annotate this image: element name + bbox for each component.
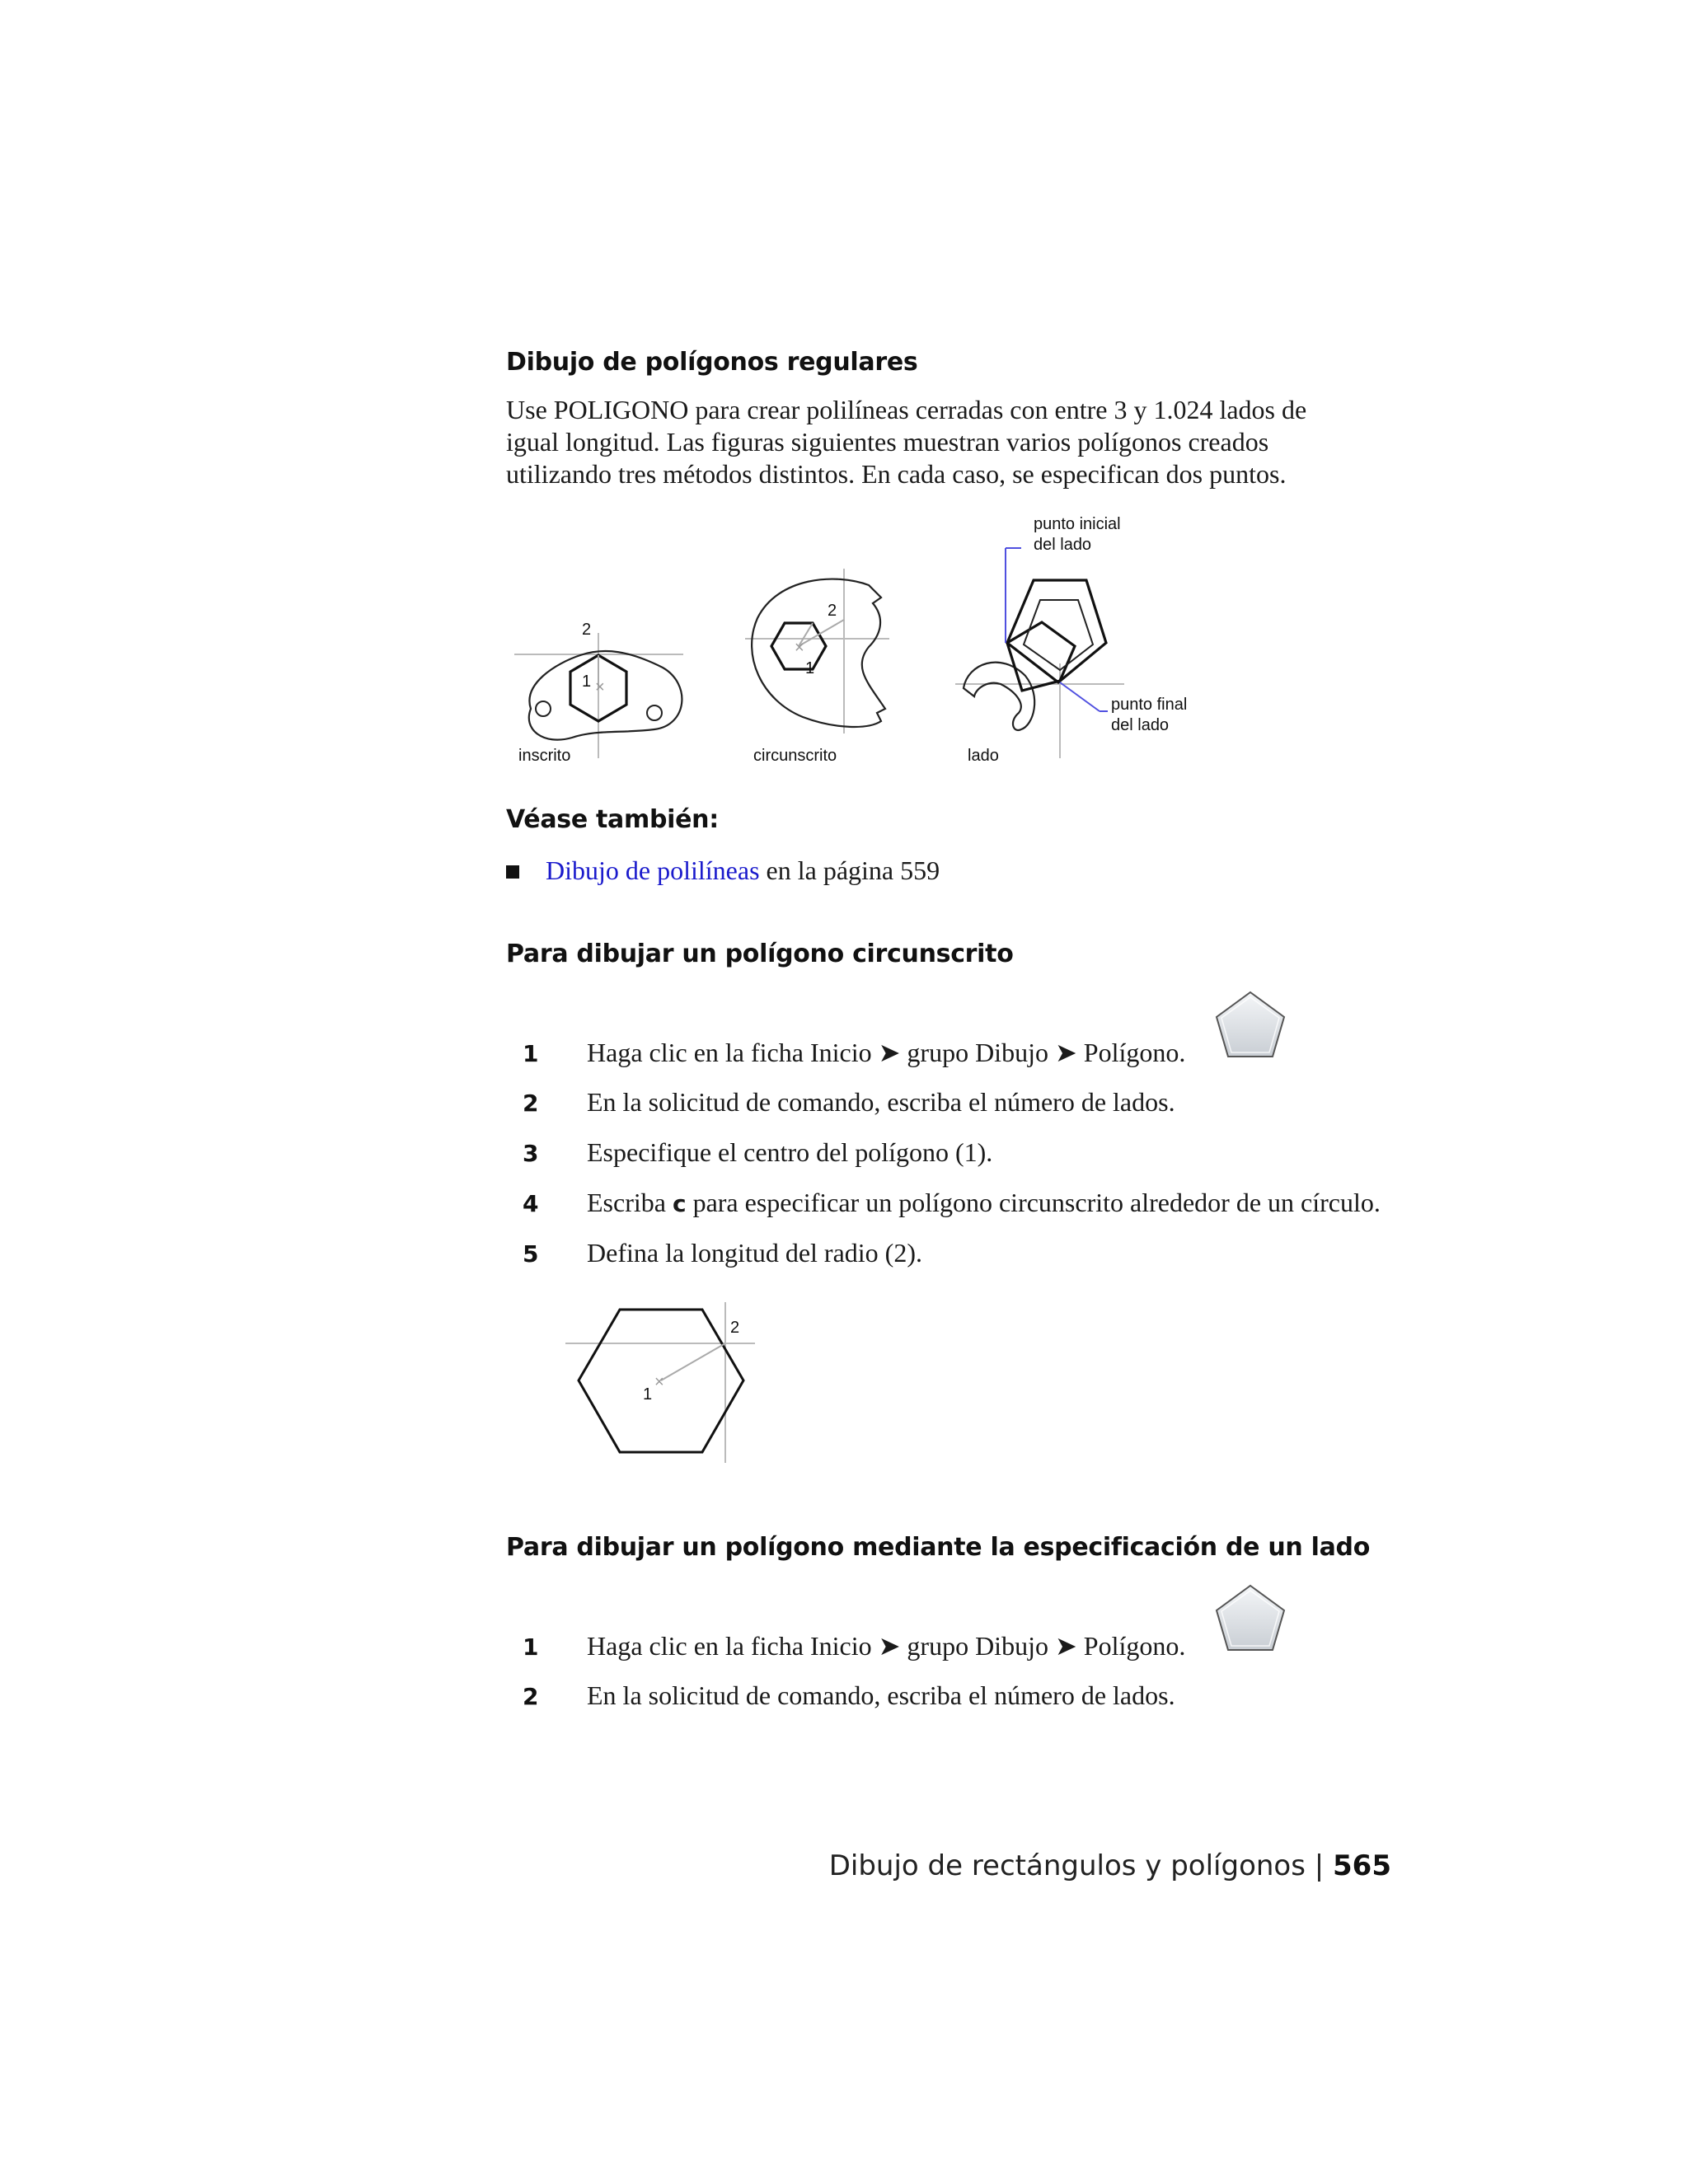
- list-item: [523, 1087, 1175, 1118]
- hexagon-label-2: 2: [730, 1319, 740, 1337]
- section-heading-side: Para dibujar un polígono mediante la especificación de un lado: [506, 1533, 1371, 1562]
- step-text-part: para especificar un polígono circunscrito alrededor de un círculo.: [686, 1188, 1381, 1217]
- pentagon-polygon-icon[interactable]: [1213, 989, 1287, 1062]
- list-item: [523, 1630, 1185, 1661]
- see-also-item: [546, 855, 940, 886]
- step-text: En la solicitud de comando, escriba el número de lados.: [587, 1087, 1175, 1117]
- inscribed-label-2: 2: [582, 621, 592, 639]
- circumscribed-label-1: 1: [805, 659, 815, 677]
- page-footer: [829, 1849, 1391, 1882]
- step-text: Especifique el centro del polígono (1).: [587, 1137, 993, 1167]
- side-end-label-1: punto final: [1111, 696, 1188, 714]
- inscribed-caption: inscrito: [518, 747, 571, 765]
- svg-text:×: ×: [795, 639, 804, 657]
- circumscribed-hexagon-figure: [565, 1302, 763, 1467]
- svg-text:×: ×: [595, 678, 605, 696]
- inscribed-diagram: [514, 621, 683, 765]
- circumscribed-label-2: 2: [828, 602, 837, 620]
- polygon-methods-figure: [506, 511, 1207, 775]
- polylines-link[interactable]: Dibujo de polilíneas: [546, 855, 760, 885]
- paragraph-line: Use POLIGONO para crear polilíneas cerradas con entre 3 y 1.024 lados de: [506, 395, 1307, 424]
- bullet-marker: [506, 865, 519, 879]
- step-number: 5: [523, 1240, 539, 1268]
- pentagon-polygon-icon[interactable]: [1213, 1582, 1287, 1655]
- footer-chapter-title: Dibujo de rectángulos y polígonos |: [828, 1849, 1334, 1882]
- paragraph-line: utilizando tres métodos distintos. En cada caso, se especifican dos puntos.: [506, 459, 1287, 489]
- section-heading-regular-polygons: Dibujo de polígonos regulares: [506, 348, 918, 377]
- step-number: 2: [523, 1090, 539, 1117]
- side-diagram: [955, 515, 1187, 765]
- side-caption: lado: [968, 747, 999, 765]
- inscribed-label-1: 1: [582, 673, 592, 691]
- side-start-label-1: punto inicial: [1034, 515, 1121, 533]
- step-number: 1: [523, 1633, 539, 1661]
- see-also-heading: Véase también:: [506, 805, 719, 834]
- list-item: [523, 1188, 1381, 1218]
- step-text: Defina la longitud del radio (2).: [587, 1238, 922, 1268]
- circumscribed-caption: circunscrito: [753, 747, 837, 765]
- page-number: 565: [1333, 1849, 1391, 1882]
- circumscribed-diagram: [745, 569, 889, 765]
- intro-paragraph: [506, 394, 1413, 490]
- step-text: Haga clic en la ficha Inicio ➤ grupo Dibujo ➤ Polígono.: [587, 1631, 1186, 1661]
- see-also-page-ref: en la página 559: [759, 855, 940, 885]
- svg-text:×: ×: [654, 1373, 664, 1391]
- step-text-part: Escriba: [587, 1188, 673, 1217]
- step-number: 4: [523, 1190, 539, 1217]
- list-item: [523, 1037, 1185, 1068]
- step-text: En la solicitud de comando, escriba el número de lados.: [587, 1680, 1175, 1710]
- list-item: [523, 1680, 1175, 1711]
- side-start-label-2: del lado: [1034, 536, 1092, 554]
- hexagon-label-1: 1: [643, 1385, 653, 1404]
- step-number: 3: [523, 1140, 539, 1167]
- step-number: 2: [523, 1683, 539, 1710]
- step-number: 1: [523, 1040, 539, 1067]
- step-text: [587, 1188, 1381, 1218]
- list-item: [523, 1238, 922, 1268]
- command-key: c: [672, 1190, 687, 1217]
- paragraph-line: igual longitud. Las figuras siguientes muestran varios polígonos creados: [506, 427, 1269, 457]
- side-end-label-2: del lado: [1111, 716, 1170, 734]
- section-heading-circumscribed: Para dibujar un polígono circunscrito: [506, 940, 1014, 968]
- list-item: [523, 1137, 992, 1168]
- step-text: Haga clic en la ficha Inicio ➤ grupo Dibujo ➤ Polígono.: [587, 1038, 1186, 1067]
